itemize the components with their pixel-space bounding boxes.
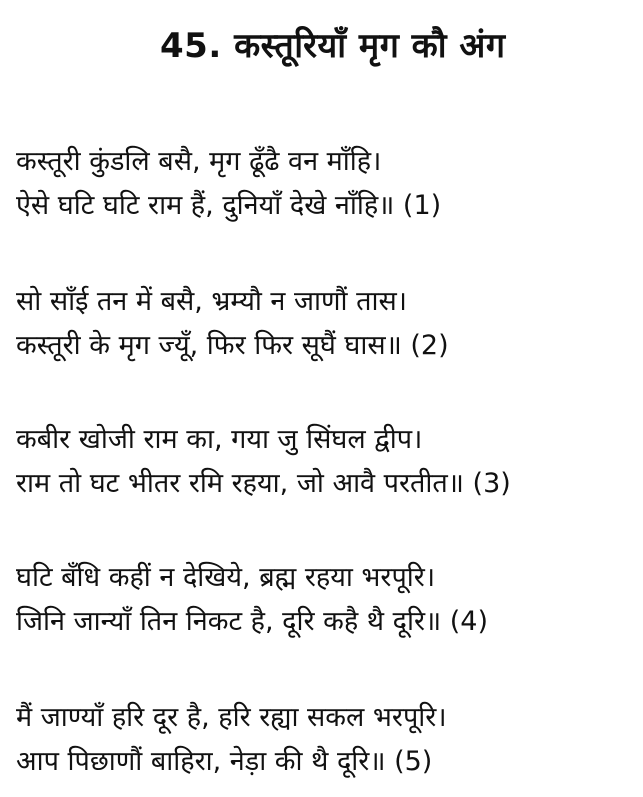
verse-line: जिनि जान्याँ तिन निकट है, दूरि कहै थै दूरि॥ (4) [16,606,488,637]
verse-1 [16,140,441,228]
verse-line: कबीर खोजी राम का, गया जु सिंघल द्वीप। [16,424,423,455]
verse-line: ऐसे घटि घटि राम हैं, दुनियाँ देखे नाँहि॥ (1) [16,190,442,221]
page-title: 45. कस्तूरियाँ मृग कौ अंग [160,26,506,66]
verse-5 [16,696,447,784]
verse-line: आप पिछाणौं बाहिरा, नेड़ा की थै दूरि॥ (5) [16,746,433,777]
verse-line: मैं जाण्याँ हरि दूर है, हरि रह्या सकल भरपूरि। [16,702,447,733]
verse-3 [16,418,511,506]
verse-line: घटि बँधि कहीं न देखिये, ब्रह्म रहया भरपूरि। [16,562,436,593]
verse-line: कस्तूरी कुंडलि बसै, मृग ढूँढै वन माँहि। [16,146,382,177]
verse-4 [16,556,488,644]
verse-line: सो साँई तन में बसै, भ्रम्यौ न जाणौं तास। [16,286,407,317]
verse-line: कस्तूरी के मृग ज्यूँ, फिर फिर सूघैं घास॥ (2) [16,330,449,361]
verse-line: राम तो घट भीतर रमि रहया, जो आवै परतीत॥ (3) [16,468,511,499]
verse-2 [16,280,449,368]
